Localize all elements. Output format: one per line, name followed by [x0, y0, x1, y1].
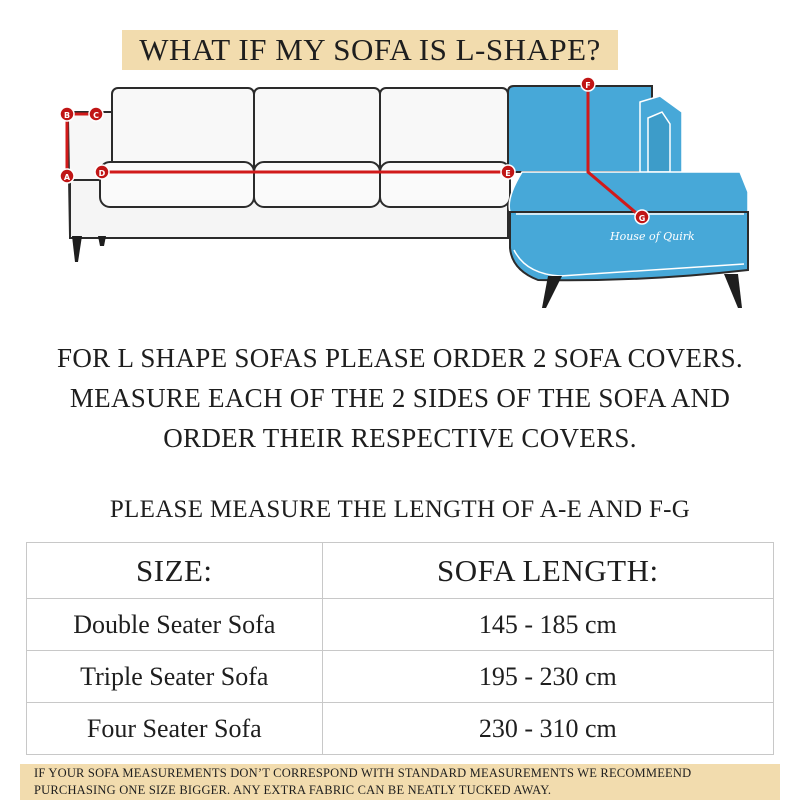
sofa-leg-middle [98, 236, 106, 246]
marker-f [581, 77, 595, 91]
chaise-base [510, 212, 748, 280]
size-cell: Four Seater Sofa [27, 703, 323, 755]
back-cushion-1 [112, 88, 254, 170]
instruction-line-2: MEASURE EACH OF THE 2 SIDES OF THE SOFA AND [69, 383, 731, 413]
table-row [27, 703, 774, 755]
title-band [122, 30, 618, 70]
instruction-line-1: FOR L SHAPE SOFAS PLEASE ORDER 2 SOFA COVERS. [57, 343, 743, 373]
l-shape-instructions [20, 338, 780, 458]
marker-e [501, 165, 515, 179]
chaise-leg-right [724, 274, 742, 308]
brand-watermark: House of Quirk [610, 230, 695, 243]
marker-g [635, 210, 649, 224]
footer-line-1: IF YOUR SOFA MEASUREMENTS DON’T CORRESPOND WITH STANDARD MEASUREMENTS WE RECOMMEEND [34, 766, 692, 780]
svg-text:E: E [505, 169, 511, 178]
chaise-arm-inner [648, 112, 670, 172]
footer-note [20, 764, 780, 800]
seat-cushion-3 [380, 162, 510, 207]
svg-text:D: D [98, 169, 106, 178]
size-table [26, 542, 774, 755]
footer-line-2: PURCHASING ONE SIZE BIGGER. ANY EXTRA FABRIC CAN BE NEATLY TUCKED AWAY. [34, 783, 552, 797]
header-sofa-length: SOFA LENGTH: [322, 543, 773, 599]
measure-note: PLEASE MEASURE THE LENGTH OF A-E AND F-G [109, 496, 691, 523]
seat-cushion-1 [100, 162, 254, 207]
table-header-row [27, 543, 774, 599]
length-cell: 145 - 185 cm [322, 599, 773, 651]
length-cell: 230 - 310 cm [322, 703, 773, 755]
back-cushion-2 [254, 88, 380, 170]
svg-text:C: C [93, 111, 99, 120]
size-cell: Double Seater Sofa [27, 599, 323, 651]
header-size: SIZE: [27, 543, 323, 599]
svg-text:G: G [638, 214, 646, 223]
instruction-line-3: ORDER THEIR RESPECTIVE COVERS. [163, 423, 637, 453]
sofa-leg-left [72, 236, 82, 262]
chaise-back [508, 86, 652, 172]
length-cell: 195 - 230 cm [322, 651, 773, 703]
size-cell: Triple Seater Sofa [27, 651, 323, 703]
table-row [27, 599, 774, 651]
marker-c [89, 107, 103, 121]
marker-b [60, 107, 74, 121]
l-shape-sofa-diagram [0, 70, 800, 330]
marker-d [95, 165, 109, 179]
svg-text:B: B [63, 111, 71, 120]
svg-text:A: A [63, 173, 71, 182]
seat-cushion-2 [254, 162, 380, 207]
page-title: WHAT IF MY SOFA IS L-SHAPE? [139, 32, 601, 67]
marker-a [60, 169, 74, 183]
table-row [27, 651, 774, 703]
back-cushion-3 [380, 88, 508, 170]
svg-text:F: F [585, 81, 591, 90]
